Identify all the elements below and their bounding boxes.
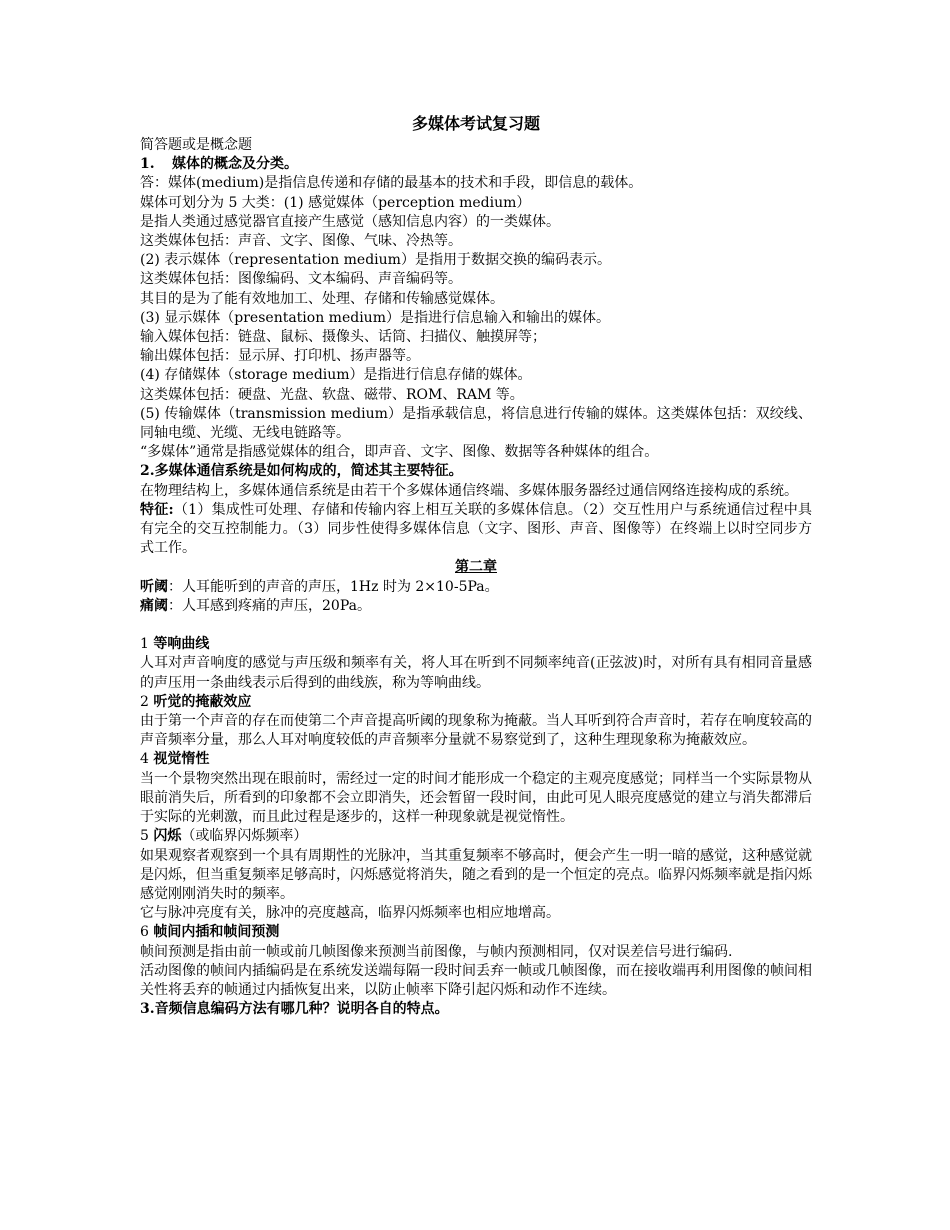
pain-threshold-label: 痛阈: [140, 597, 168, 614]
section-2-text: 由于第一个声音的存在而使第二个声音提高听阈的现象称为掩蔽。当人耳听到符合声音时，若存在响度较高的声音频率分量，那么人耳对响度较低的声音频率分量就不易察觉到了，这种生理现象称为掩蔽效应。: [140, 713, 812, 749]
q1-summary: “多媒体”通常是指感觉媒体的组合，即声音、文字、图像、数据等各种媒体的组合。: [140, 444, 659, 461]
section-4-text: 当一个景物突然出现在眼前时，需经过一定的时间才能形成一个稳定的主观亮度感觉；同样当一个实际景物从眼前消失后，所看到的印象都不会立即消失，还会暂留一段时间，由此可见人眼亮度感觉的建立与消失都滞后于实际的光刺激，而且此过程是逐步的，这样一种现象就是视觉惰性。: [140, 770, 812, 826]
section-5-note: （或临界闪烁频率）: [181, 828, 308, 845]
feature-text: （1）集成性可处理、存储和传输内容上相互关联的多媒体信息。（2）交互性用户与系统通信过程中具有完全的交互控制能力。（3）同步性使得多媒体信息（文字、图形、声音、图像等）在终端上以时空同步方式工作。: [140, 501, 812, 557]
q1-line: 这类媒体包括：声音、文字、图像、气味、冷热等。: [140, 233, 462, 250]
q1-line: 是指人类通过感觉器官直接产生感觉（感知信息内容）的一类媒体。: [140, 213, 560, 230]
section-5-heading: [140, 827, 812, 846]
section-6-heading: [140, 923, 812, 942]
section-5-text: 如果观察者观察到一个具有周期性的光脉冲，当其重复频率不够高时，便会产生一明一暗的感觉，这种感觉就是闪烁，但当重复频率足够高时，闪烁感觉将消失，随之看到的是一个恒定的亮点。临界闪烁频率就是指闪烁感觉刚刚消失时的频率。: [140, 847, 812, 902]
q1-line: 其目的是为了能有效地加工、处理、存储和传输感觉媒体。: [140, 290, 504, 307]
hearing-threshold-label: 听阈: [140, 578, 168, 595]
q1-line: 这类媒体包括：图像编码、文本编码、声音编码等。: [140, 271, 462, 288]
q1-line: (3) 显示媒体（presentation medium）是指进行信息输入和输出的媒体。: [140, 309, 610, 326]
question-2-heading: 2.多媒体通信系统是如何构成的，简述其主要特征。: [140, 463, 463, 480]
section-6-number: 6: [140, 924, 154, 941]
q2-structure-paragraph: 在物理结构上，多媒体通信系统是由若干个多媒体通信终端、多媒体服务器经过通信网络连接构成的系统。: [140, 482, 798, 499]
section-6-text: 帧间预测是指由前一帧或前几帧图像来预测当前图像，与帧内预测相同，仅对误差信号进行编码.: [140, 943, 733, 960]
section-1-text: 人耳对声音响度的感觉与声压级和频率有关，将人耳在听到不同频率纯音(正弦波)时，对所有具有相同音量感的声压用一条曲线表示后得到的曲线族，称为等响曲线。: [140, 655, 812, 691]
section-1-title: 等响曲线: [153, 636, 210, 653]
document-title: 多媒体考试复习题: [411, 114, 540, 133]
q1-line: (2) 表示媒体（representation medium）是指用于数据交换的编码表示。: [140, 252, 611, 269]
question-1-number: 1.: [140, 156, 155, 173]
q1-transmission-paragraph: (5) 传输媒体（transmission medium）是指承载信息，将信息进行传输的媒体。这类媒体包括：双绞线、同轴电缆、光缆、无线电链路等。: [140, 405, 812, 442]
section-5-number: 5: [140, 828, 154, 845]
section-1-heading: [140, 635, 812, 654]
q1-line: 输出媒体包括：显示屏、打印机、扬声器等。: [140, 348, 420, 365]
section-1-number: 1: [140, 636, 154, 653]
hearing-threshold-text: ：人耳能听到的声音的声压，1Hz 时为 2×10-5Pa。: [168, 578, 499, 595]
pain-threshold-text: ：人耳感到疼痛的声压，20Pa。: [168, 597, 371, 614]
q1-line: 输入媒体包括：链盘、鼠标、摄像头、话筒、扫描仪、触摸屏等；: [140, 329, 546, 346]
question-1-heading: [140, 155, 812, 174]
q1-line: (4) 存储媒体（storage medium）是指进行信息存储的媒体。: [140, 367, 532, 384]
question-1-title: 媒体的概念及分类。: [172, 156, 298, 173]
document-page: [140, 113, 812, 1019]
q1-line: 这类媒体包括：硬盘、光盘、软盘、磁带、ROM、RAM 等。: [140, 386, 524, 403]
section-2-number: 2: [140, 693, 154, 710]
section-2-heading: [140, 693, 812, 712]
section-5-title: 闪烁: [153, 828, 182, 845]
q1-line: 媒体可划分为 5 大类：(1) 感觉媒体（perception medium）: [140, 194, 531, 211]
section-5-text-2: 它与脉冲亮度有关，脉冲的亮度越高，临界闪烁频率也相应地增高。: [140, 905, 560, 922]
section-6-text-2: 活动图像的帧间内插编码是在系统发送端每隔一段时间丢弃一帧或几帧图像，而在接收端再利用图像的帧间相关性将丢弃的帧通过内插恢复出来，以防止帧率下降引起闪烁和动作不连续。: [140, 962, 812, 998]
feature-label: 特征:: [140, 501, 174, 518]
pain-threshold-line: [140, 597, 812, 616]
section-subtitle: 简答题或是概念题: [140, 137, 252, 153]
section-2-title: 听觉的掩蔽效应: [153, 693, 252, 710]
q1-line: 答：媒体(medium)是指信息传递和存储的最基本的技术和手段，即信息的载体。: [140, 175, 643, 192]
blank-line: [140, 616, 812, 635]
q2-feature-paragraph: [140, 501, 812, 559]
hearing-threshold-line: [140, 578, 812, 597]
section-4-heading: [140, 750, 812, 769]
question-3-heading: 3.音频信息编码方法有哪几种？说明各自的特点。: [140, 1001, 449, 1018]
section-4-title: 视觉惰性: [153, 751, 210, 768]
chapter-heading: 第二章: [455, 559, 497, 576]
section-6-title: 帧间内插和帧间预测: [153, 924, 280, 941]
section-4-number: 4: [140, 751, 154, 768]
